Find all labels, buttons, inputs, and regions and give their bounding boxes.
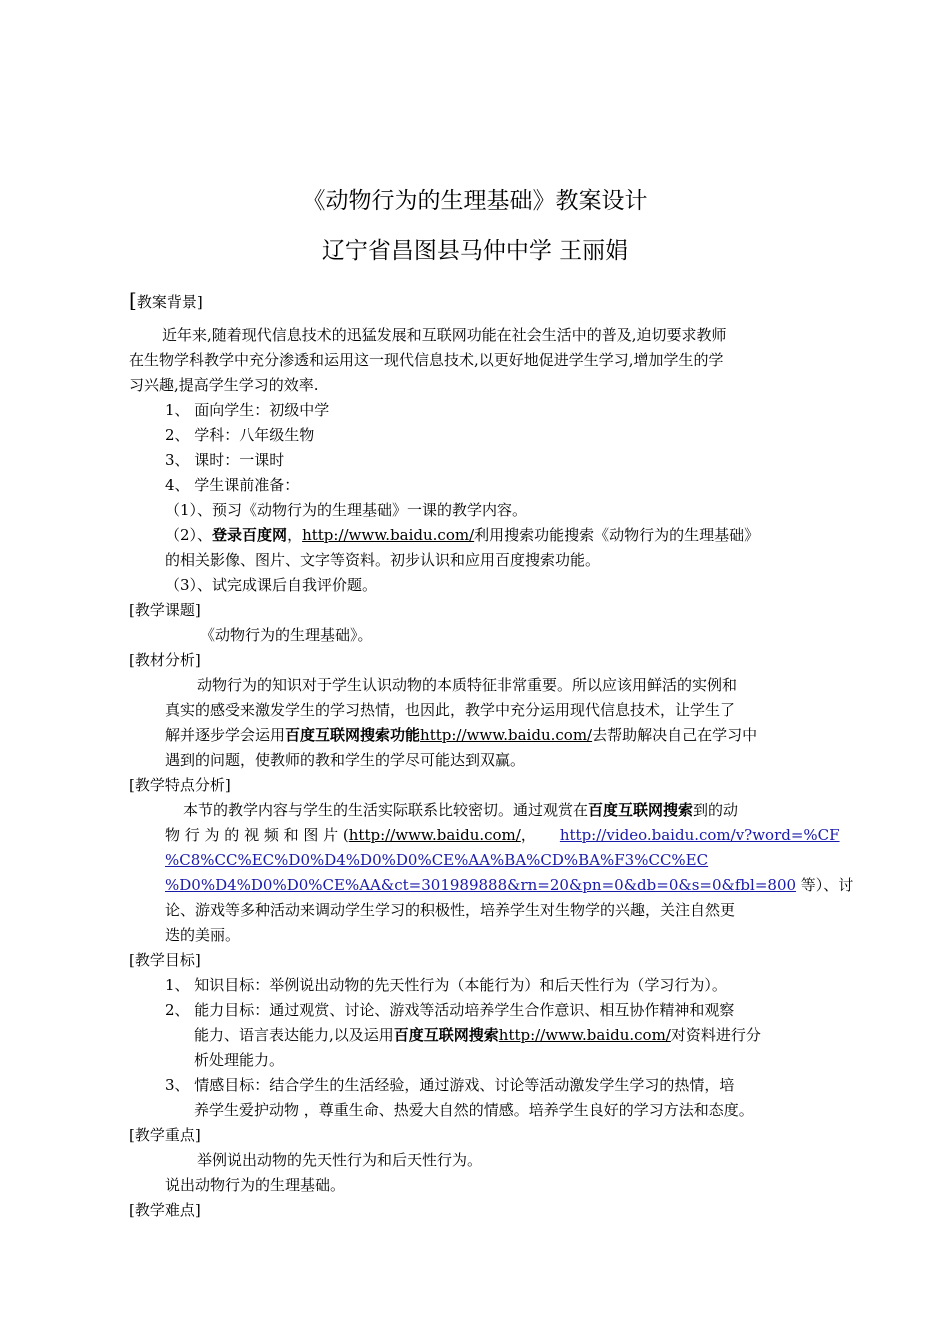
- video-search-link[interactable]: http://video.baidu.com/v?word=%CF: [559, 826, 840, 844]
- analysis-line: 解并逐步学会运用百度互联网搜索功能http://www.baidu.com/去帮助解决自己在学习中: [165, 726, 758, 744]
- keypoint-line: 举例说出动物的先天性行为和后天性行为。: [197, 1151, 483, 1169]
- features-line: 论、游戏等多种活动来调动学生学习的积极性，培养学生对生物学的兴趣，关注自然更: [165, 901, 736, 919]
- list-item: 1、 面向学生：初级中学: [165, 401, 330, 419]
- features-line: %D0%D4%D0%D0%CE%AA&ct=301989888&rn=20&pn=0&db=0&s=0&fbl=800 等）、讨: [165, 876, 854, 894]
- background-paragraph-line: 近年来,随着现代信息技术的迅猛发展和互联网功能在社会生活中的普及,迫切要求教师: [162, 326, 727, 344]
- section-heading-analysis: [教材分析]: [129, 651, 201, 669]
- baidu-link[interactable]: http://www.baidu.com/: [498, 1026, 671, 1044]
- goal-item: 3、 情感目标：结合学生的生活经验，通过游戏、讨论等活动激发学生学习的热情，培: [165, 1076, 735, 1094]
- features-line: 迭的美丽。: [165, 926, 241, 944]
- video-search-link-cont[interactable]: %D0%D4%D0%D0%CE%AA&ct=301989888&rn=20&pn=0&db=0&s=0&fbl=800: [165, 876, 797, 894]
- background-paragraph-line: 在生物学科教学中充分渗透和运用这一现代信息技术,以更好地促进学生学习,增加学生的学: [129, 351, 724, 369]
- features-line: 本节的教学内容与学生的生活实际联系比较密切。通过观赏在百度互联网搜索到的动: [183, 801, 739, 819]
- sub-item: （1）、预习《动物行为的生理基础》一课的教学内容。: [165, 501, 528, 519]
- list-item: 3、 课时：一课时: [165, 451, 285, 469]
- sub-item: 的相关影像、图片、文字等资料。初步认识和应用百度搜索功能。: [165, 551, 601, 569]
- baidu-link[interactable]: http://www.baidu.com/: [420, 726, 593, 744]
- analysis-line: 遇到的问题，使教师的教和学生的学尽可能达到双赢。: [165, 751, 526, 769]
- video-search-link-cont[interactable]: %C8%CC%EC%D0%D4%D0%D0%CE%AA%BA%CD%BA%F3%CC%EC: [165, 851, 709, 869]
- baidu-link[interactable]: http://www.baidu.com/: [302, 526, 475, 544]
- sub-item: （2）、登录百度网，http://www.baidu.com/利用搜索功能搜索《动物行为的生理基础》: [165, 526, 760, 544]
- list-item: 4、 学生课前准备：: [165, 476, 300, 494]
- sub-item: （3）、试完成课后自我评价题。: [165, 576, 378, 594]
- section-heading-goals: [教学目标]: [129, 951, 201, 969]
- goal-item: 能力、语言表达能力,以及运用百度互联网搜索http://www.baidu.com/对资料进行分: [194, 1026, 761, 1044]
- section-heading-background: [教案背景]: [129, 288, 203, 312]
- baidu-link[interactable]: http://www.baidu.com/: [348, 826, 521, 844]
- document-title: 《动物行为的生理基础》教案设计: [302, 188, 648, 214]
- goal-item: 析处理能力。: [194, 1051, 285, 1069]
- topic-text: 《动物行为的生理基础》。: [200, 626, 373, 644]
- section-heading-difficulties: [教学难点]: [129, 1201, 201, 1219]
- goal-item: 1、 知识目标：举例说出动物的先天性行为（本能行为）和后天性行为（学习行为）。: [165, 976, 727, 994]
- section-heading-topic: [教学课题]: [129, 601, 201, 619]
- features-line: 物 行 为 的 视 频 和 图 片 (http://www.baidu.com/， http://video.baidu.com/v?word=%CF: [165, 826, 840, 844]
- list-item: 2、 学科：八年级生物: [165, 426, 315, 444]
- section-heading-keypoints: [教学重点]: [129, 1126, 201, 1144]
- analysis-line: 动物行为的知识对于学生认识动物的本质特征非常重要。所以应该用鲜活的实例和: [197, 676, 738, 694]
- keypoint-line: 说出动物行为的生理基础。: [165, 1176, 346, 1194]
- background-paragraph-line: 习兴趣,提高学生学习的效率.: [129, 376, 319, 394]
- goal-item: 2、 能力目标：通过观赏、讨论、游戏等活动培养学生合作意识、相互协作精神和观察: [165, 1001, 735, 1019]
- features-line: [165, 850, 708, 870]
- author-line: 辽宁省昌图县马仲中学 王丽娟: [321, 238, 629, 264]
- section-heading-features: [教学特点分析]: [129, 776, 231, 794]
- analysis-line: 真实的感受来激发学生的学习热情，也因此，教学中充分运用现代信息技术，让学生了: [165, 701, 736, 719]
- goal-item: 养学生爱护动物 ，尊重生命、热爱大自然的情感。培养学生良好的学习方法和态度。: [194, 1101, 754, 1119]
